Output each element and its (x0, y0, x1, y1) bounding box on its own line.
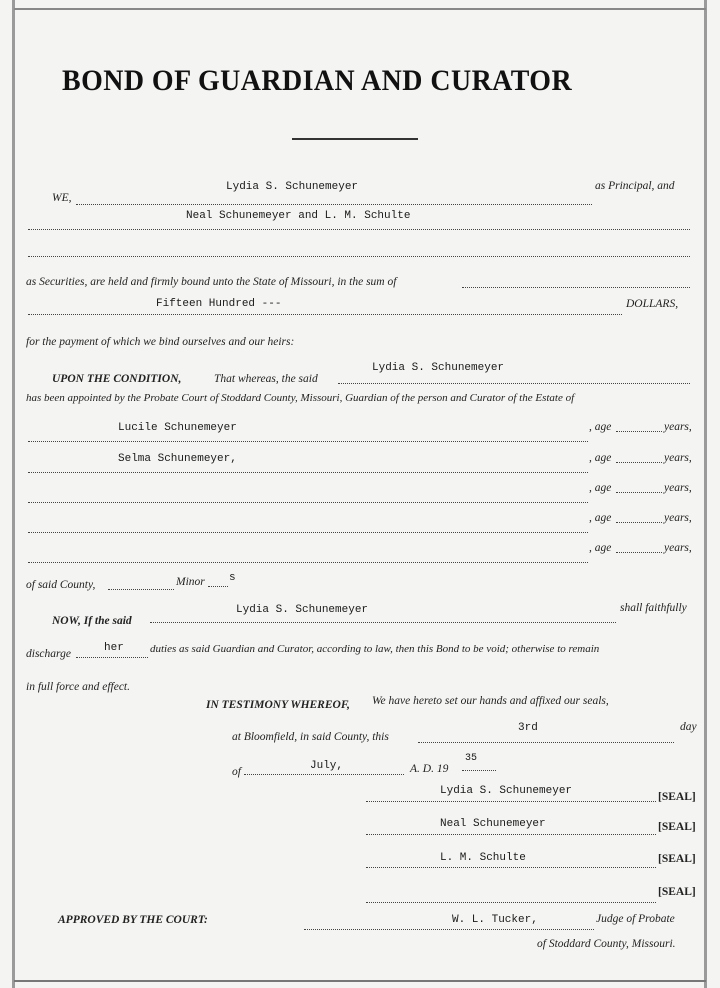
bound-text: as Securities, are held and firmly bound unto the State of Missouri, in the sum of (26, 276, 397, 288)
payment-text: for the payment of which we bind ourselves and our heirs: (26, 336, 295, 348)
of-label: of (232, 766, 241, 778)
years-label-1: years, (664, 421, 692, 433)
securities-line-2 (28, 256, 690, 257)
as-principal-label: as Principal, and (595, 180, 675, 192)
pronoun-line (76, 657, 148, 658)
signature-line-4 (366, 902, 656, 903)
month-line (244, 774, 404, 775)
guardian-line (338, 383, 690, 384)
ward-line-2 (28, 472, 588, 473)
approved-label: APPROVED BY THE COURT: (58, 914, 208, 926)
years-label-4: years, (664, 512, 692, 524)
now-line (150, 622, 616, 623)
seal-label-2: [SEAL] (658, 821, 696, 833)
ward-line-3 (28, 502, 588, 503)
ward-line-1 (28, 441, 588, 442)
scan-edge-left (12, 0, 15, 988)
judge-title: Judge of Probate (596, 913, 675, 925)
we-label: WE, (52, 192, 72, 204)
testimony-lead: IN TESTIMONY WHEREOF, (206, 699, 350, 711)
ward-line-4 (28, 532, 588, 533)
age-label-4: , age (589, 512, 612, 524)
judge-line (304, 929, 594, 930)
day-value: 3rd (518, 722, 538, 734)
sum-line-2 (28, 314, 622, 315)
age-line-4 (616, 522, 662, 523)
years-label-2: years, (664, 452, 692, 464)
day-line (418, 742, 674, 743)
place-text: at Bloomfield, in said County, this (232, 731, 389, 743)
minor-value: Minor (176, 576, 205, 588)
minor-suffix: s (229, 572, 236, 584)
day-label: day (680, 721, 697, 733)
signature-name-2: Neal Schunemeyer (440, 818, 546, 830)
month-value: July, (310, 760, 344, 772)
seal-label-3: [SEAL] (658, 853, 696, 865)
securities-names: Neal Schunemeyer and L. M. Schulte (186, 210, 411, 222)
principal-line (76, 204, 592, 205)
title-underline (292, 138, 418, 140)
age-label-1: , age (589, 421, 612, 433)
top-border (14, 8, 706, 10)
age-line-1 (616, 431, 662, 432)
ward-line-5 (28, 562, 588, 563)
year-line (462, 770, 496, 771)
principal-name: Lydia S. Schunemeyer (226, 181, 359, 193)
judge-name: W. L. Tucker, (452, 914, 538, 926)
years-label-5: years, (664, 542, 692, 554)
county-line (108, 589, 174, 590)
ad-label: A. D. 19 (410, 763, 449, 775)
signature-line-2 (366, 834, 656, 835)
age-line-5 (616, 552, 662, 553)
duties-text: duties as said Guardian and Curator, according to law, then this Bond to be void; otherwise to remain (150, 643, 600, 655)
age-line-3 (616, 492, 662, 493)
years-label-3: years, (664, 482, 692, 494)
county-of-judge: of Stoddard County, Missouri. (537, 938, 676, 950)
signature-name-1: Lydia S. Schunemeyer (440, 785, 573, 797)
minor-line (208, 586, 228, 587)
age-label-2: , age (589, 452, 612, 464)
shall-label: shall faithfully (620, 602, 687, 614)
appointed-text: has been appointed by the Probate Court of Stoddard County, Missouri, Guardian of the person and Curator of the Estate of (26, 392, 575, 404)
ward-name-2: Selma Schunemeyer, (118, 453, 237, 465)
ward-name-1: Lucile Schunemeyer (118, 422, 237, 434)
hands-text: We have hereto set our hands and affixed our seals, (372, 695, 609, 707)
whereas-text: That whereas, the said (214, 373, 318, 385)
pronoun: her (104, 642, 124, 654)
age-line-2 (616, 462, 662, 463)
bottom-border (14, 980, 706, 982)
sum-line-1 (462, 287, 690, 288)
now-lead: NOW, If the said (52, 615, 132, 627)
dollars-label: DOLLARS, (626, 298, 679, 310)
year-value: 35 (465, 753, 478, 764)
age-label-3: , age (589, 482, 612, 494)
county-label: of said County, (26, 579, 96, 591)
signature-name-3: L. M. Schulte (440, 852, 526, 864)
signature-line-1 (366, 801, 656, 802)
securities-line (28, 229, 690, 230)
now-name: Lydia S. Schunemeyer (236, 604, 369, 616)
seal-label-4: [SEAL] (658, 886, 696, 898)
age-label-5: , age (589, 542, 612, 554)
condition-lead: UPON THE CONDITION, (52, 373, 182, 385)
sum-words: Fifteen Hundred --- (156, 298, 282, 310)
seal-label-1: [SEAL] (658, 791, 696, 803)
document-title: BOND OF GUARDIAN AND CURATOR (62, 64, 573, 97)
scan-edge-right (704, 0, 707, 988)
discharge-label: discharge (26, 648, 71, 660)
signature-line-3 (366, 867, 656, 868)
force-text: in full force and effect. (26, 681, 131, 693)
guardian-name: Lydia S. Schunemeyer (372, 362, 505, 374)
